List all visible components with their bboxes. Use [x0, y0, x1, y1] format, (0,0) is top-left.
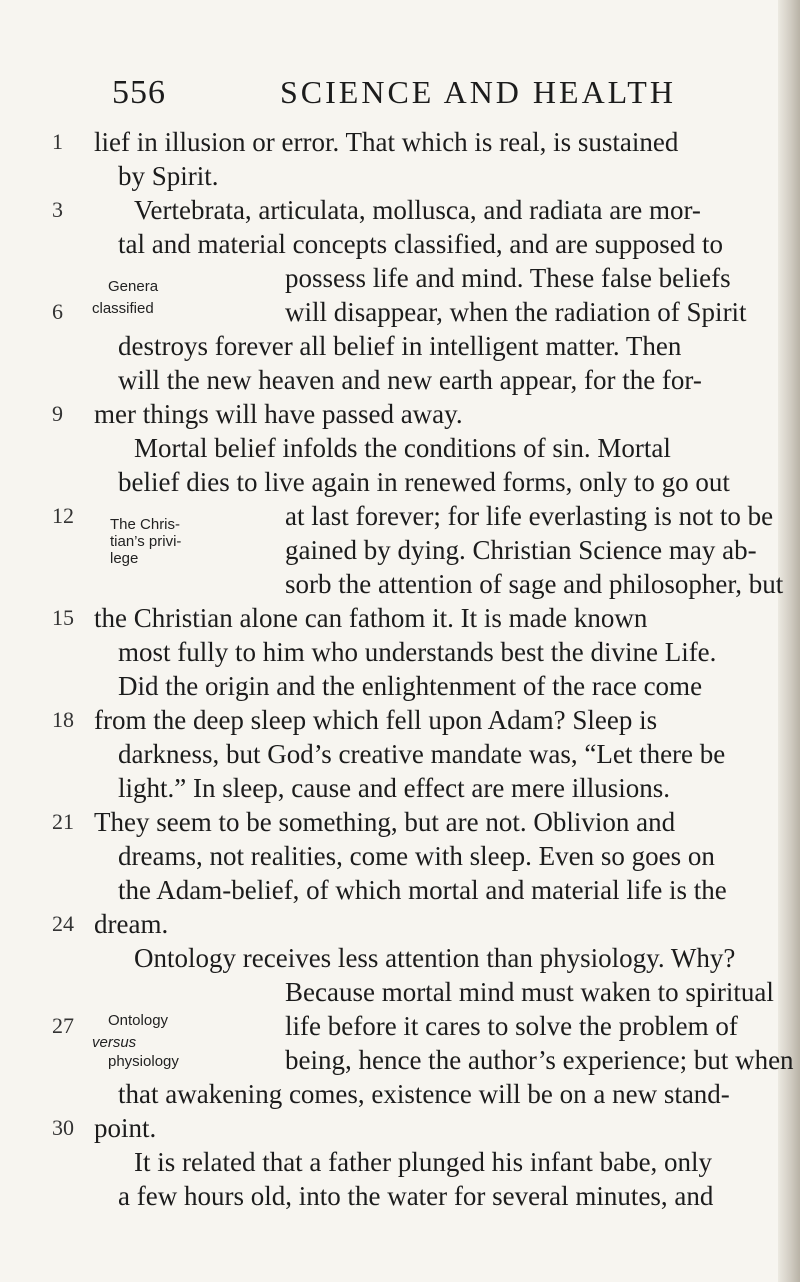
- line-text: sorb the attention of sage and philosopher, but: [285, 569, 784, 599]
- line-text: They seem to be something, but are not. Oblivion and: [94, 807, 676, 837]
- line-text: life before it cares to solve the problem of: [285, 1011, 738, 1041]
- line-text: Ontology receives less attention than physiology. Why?: [134, 943, 736, 973]
- marginal-note-line: tian’s privi-: [110, 533, 182, 550]
- line-text: destroys forever all belief in intelligent matter. Then: [118, 331, 682, 361]
- line-text: from the deep sleep which fell upon Adam? Sleep is: [94, 705, 658, 735]
- line-text: will disappear, when the radiation of Spirit: [285, 297, 747, 327]
- line-text: the Adam-belief, of which mortal and material life is the: [118, 875, 727, 905]
- line-text: light.” In sleep, cause and effect are mere illusions.: [118, 773, 671, 803]
- line-number: 21: [52, 809, 74, 834]
- marginal-note-line: Genera: [108, 278, 159, 295]
- marginal-note-line: Ontology: [108, 1012, 169, 1029]
- line-text: belief dies to live again in renewed forms, only to go out: [118, 467, 730, 497]
- text-line: [0, 465, 800, 499]
- marginal-note-line: The Chris-: [110, 516, 181, 533]
- line-text: at last forever; for life everlasting is not to be: [285, 501, 774, 531]
- running-title: SCIENCE AND HEALTH: [280, 74, 676, 110]
- text-line: [0, 635, 800, 669]
- line-text: Did the origin and the enlightenment of the race come: [118, 671, 703, 701]
- page-header: [0, 58, 800, 118]
- text-line: [0, 431, 800, 465]
- text-line: [0, 839, 800, 873]
- marginal-note-line: lege: [110, 550, 139, 567]
- text-line: [0, 873, 800, 907]
- line-number: 6: [52, 299, 63, 324]
- line-text: lief in illusion or error. That which is real, is sustained: [94, 127, 679, 157]
- line-number: 27: [52, 1013, 74, 1038]
- text-line: [0, 941, 800, 975]
- line-text: tal and material concepts classified, and are supposed to: [118, 229, 724, 259]
- marginal-note-ontology: [108, 1012, 168, 1029]
- text-line: [0, 1145, 800, 1179]
- line-text: dreams, not realities, come with sleep. Even so goes on: [118, 841, 715, 871]
- line-text: will the new heaven and new earth appear, for the for-: [118, 365, 702, 395]
- line-number: 15: [52, 605, 74, 630]
- marginal-note-privilege: [110, 516, 181, 567]
- text-line: [0, 771, 800, 805]
- text-line: [0, 125, 800, 159]
- line-text: point.: [94, 1113, 157, 1143]
- text-line: [0, 1111, 800, 1145]
- text-line: [0, 1077, 800, 1111]
- marginal-note-line: classified: [92, 300, 154, 317]
- line-text: by Spirit.: [118, 161, 219, 191]
- text-line: [0, 669, 800, 703]
- text-line: [0, 363, 800, 397]
- line-text: Because mortal mind must waken to spiritual: [285, 977, 774, 1007]
- line-number: 30: [52, 1115, 74, 1140]
- line-text: that awakening comes, existence will be on a new stand-: [118, 1079, 730, 1109]
- text-line: [0, 397, 800, 431]
- marginal-note-genera: [108, 278, 158, 295]
- line-text: Vertebrata, articulata, mollusca, and radiata are mor-: [134, 195, 701, 225]
- text-line: [0, 567, 800, 601]
- marginal-note-line: versus: [92, 1034, 137, 1051]
- text-line: [0, 805, 800, 839]
- line-text: the Christian alone can fathom it. It is made known: [94, 603, 648, 633]
- line-text: Mortal belief infolds the conditions of sin. Mortal: [134, 433, 671, 463]
- text-line: [0, 329, 800, 363]
- text-line: [0, 193, 800, 227]
- marginal-note-ontology-3: [108, 1053, 179, 1070]
- line-text: mer things will have passed away.: [94, 399, 463, 429]
- line-text: gained by dying. Christian Science may ab-: [285, 535, 757, 565]
- text-line: [0, 227, 800, 261]
- line-text: It is related that a father plunged his infant babe, only: [134, 1147, 713, 1177]
- text-line: [0, 159, 800, 193]
- line-number: 3: [52, 197, 63, 222]
- marginal-note-ontology-2: [92, 1034, 136, 1051]
- line-text: dream.: [94, 909, 169, 939]
- text-line: [0, 737, 800, 771]
- page-number: 556: [112, 74, 166, 111]
- marginal-note-line: physiology: [108, 1053, 179, 1070]
- line-number: 24: [52, 911, 74, 936]
- line-number: 12: [52, 503, 74, 528]
- line-number: 9: [52, 401, 63, 426]
- text-line: [0, 975, 800, 1009]
- line-text: darkness, but God’s creative mandate was, “Let there be: [118, 739, 726, 769]
- line-number: 18: [52, 707, 74, 732]
- text-line: [0, 703, 800, 737]
- text-line: [0, 907, 800, 941]
- text-line: [0, 601, 800, 635]
- marginal-note-genera-2: [92, 300, 154, 317]
- line-text: possess life and mind. These false beliefs: [285, 263, 731, 293]
- line-text: being, hence the author’s experience; but when: [285, 1045, 794, 1075]
- line-text: a few hours old, into the water for several minutes, and: [118, 1181, 714, 1211]
- line-text: most fully to him who understands best the divine Life.: [118, 637, 717, 667]
- text-line: [0, 1179, 800, 1213]
- line-number: 1: [52, 129, 63, 154]
